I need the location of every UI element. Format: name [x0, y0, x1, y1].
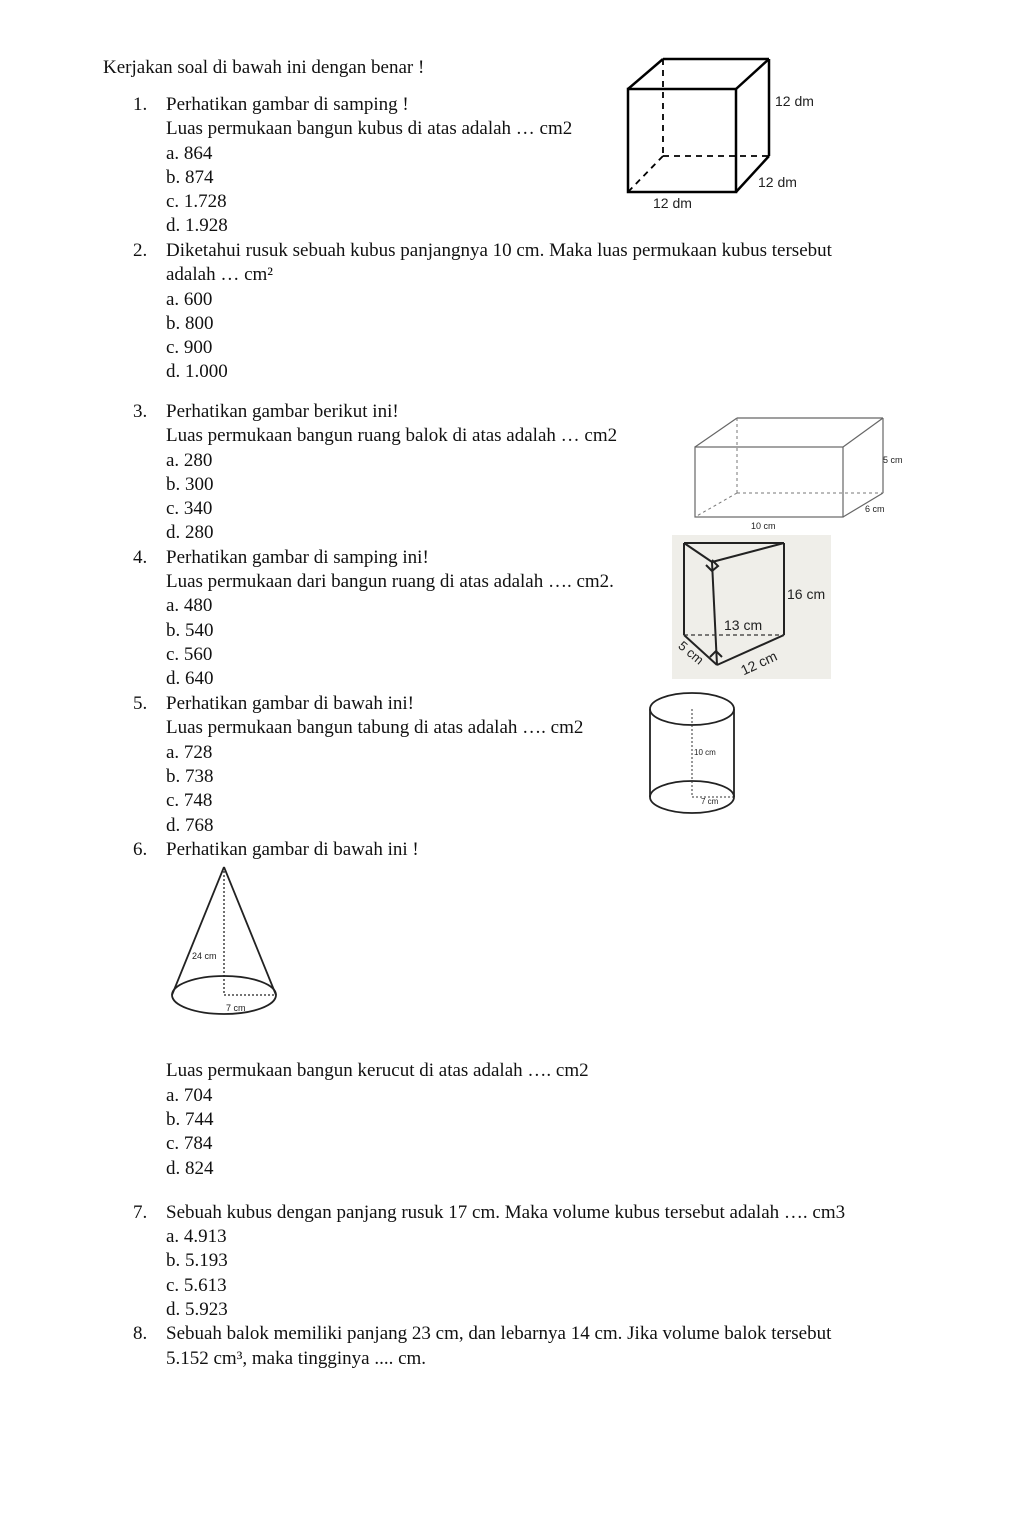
question-text: Diketahui rusuk sebuah kubus panjangnya 10 cm. Maka luas permukaan kubus tersebut [166, 240, 832, 261]
answer-option: a. 600 [166, 289, 213, 310]
question-number: 2. [133, 240, 148, 261]
question-number: 8. [133, 1323, 148, 1344]
question-text: Luas permukaan bangun tabung di atas adalah …. cm2 [166, 717, 584, 738]
question-text: adalah … cm² [166, 264, 273, 285]
answer-option: c. 5.613 [166, 1275, 227, 1296]
question-text: Perhatikan gambar berikut ini! [166, 401, 399, 422]
answer-option: b. 874 [166, 167, 214, 188]
answer-option: c. 560 [166, 644, 213, 665]
question-number: 6. [133, 839, 148, 860]
answer-option: d. 5.923 [166, 1299, 228, 1320]
question-text: Perhatikan gambar di samping ini! [166, 547, 429, 568]
answer-option: c. 784 [166, 1133, 213, 1154]
cuboid-height-label: 5 cm [883, 455, 903, 465]
instruction-text: Kerjakan soal di bawah ini dengan benar ! [103, 57, 425, 78]
answer-option: d. 640 [166, 668, 214, 689]
answer-option: b. 540 [166, 620, 214, 641]
answer-option: a. 480 [166, 595, 213, 616]
cone-height-label: 24 cm [192, 951, 217, 961]
prism-side-b-label: 12 cm [738, 647, 780, 679]
cone-radius-label: 7 cm [226, 1003, 246, 1013]
cylinder-radius-label: 7 cm [701, 797, 719, 806]
question-text: 5.152 cm³, maka tingginya .... cm. [166, 1348, 427, 1369]
answer-option: a. 4.913 [166, 1226, 227, 1247]
prism-hypotenuse-label: 13 cm [724, 617, 763, 633]
answer-option: b. 800 [166, 313, 214, 334]
cone-figure [166, 864, 284, 1020]
answer-option: b. 300 [166, 474, 214, 495]
question-text: Luas permukaan bangun kerucut di atas adalah …. cm2 [166, 1060, 589, 1081]
question-number: 3. [133, 401, 148, 422]
question-text: Perhatikan gambar di samping ! [166, 94, 409, 115]
question-text: Sebuah kubus dengan panjang rusuk 17 cm. Maka volume kubus tersebut adalah …. cm3 [166, 1202, 846, 1223]
cuboid-figure [685, 410, 915, 532]
cylinder-height-label: 10 cm [694, 748, 716, 757]
cuboid-width-label: 6 cm [865, 504, 885, 514]
prism-height-label: 16 cm [787, 586, 826, 602]
answer-option: c. 900 [166, 337, 213, 358]
cube-height-label: 12 dm [775, 93, 814, 109]
question-number: 1. [133, 94, 148, 115]
answer-option: c. 1.728 [166, 191, 227, 212]
answer-option: d. 768 [166, 815, 214, 836]
question-text: Sebuah balok memiliki panjang 23 cm, dan lebarnya 14 cm. Jika volume balok tersebut [166, 1323, 832, 1344]
question-text: Perhatikan gambar di bawah ini! [166, 693, 414, 714]
answer-option: a. 704 [166, 1085, 213, 1106]
triangular-prism-figure [672, 535, 831, 679]
answer-option: a. 728 [166, 742, 213, 763]
cube-width-label: 12 dm [653, 195, 692, 211]
cube-figure [615, 50, 825, 220]
cube-depth-label: 12 dm [758, 174, 797, 190]
question-number: 5. [133, 693, 148, 714]
question-number: 4. [133, 547, 148, 568]
question-text: Luas permukaan bangun ruang balok di atas adalah … cm2 [166, 425, 618, 446]
question-number: 7. [133, 1202, 148, 1223]
answer-option: a. 280 [166, 450, 213, 471]
answer-option: c. 748 [166, 790, 213, 811]
answer-option: d. 824 [166, 1158, 214, 1179]
answer-option: b. 738 [166, 766, 214, 787]
question-text: Luas permukaan bangun kubus di atas adalah … cm2 [166, 118, 573, 139]
answer-option: a. 864 [166, 143, 213, 164]
answer-option: d. 280 [166, 522, 214, 543]
answer-option: d. 1.928 [166, 215, 228, 236]
answer-option: c. 340 [166, 498, 213, 519]
answer-option: b. 744 [166, 1109, 214, 1130]
prism-side-a-label: 5 cm [675, 637, 707, 668]
question-text: Luas permukaan dari bangun ruang di atas adalah …. cm2. [166, 571, 614, 592]
cuboid-length-label: 10 cm [751, 521, 776, 531]
answer-option: d. 1.000 [166, 361, 228, 382]
question-text: Perhatikan gambar di bawah ini ! [166, 839, 419, 860]
answer-option: b. 5.193 [166, 1250, 228, 1271]
cylinder-figure [645, 688, 740, 820]
